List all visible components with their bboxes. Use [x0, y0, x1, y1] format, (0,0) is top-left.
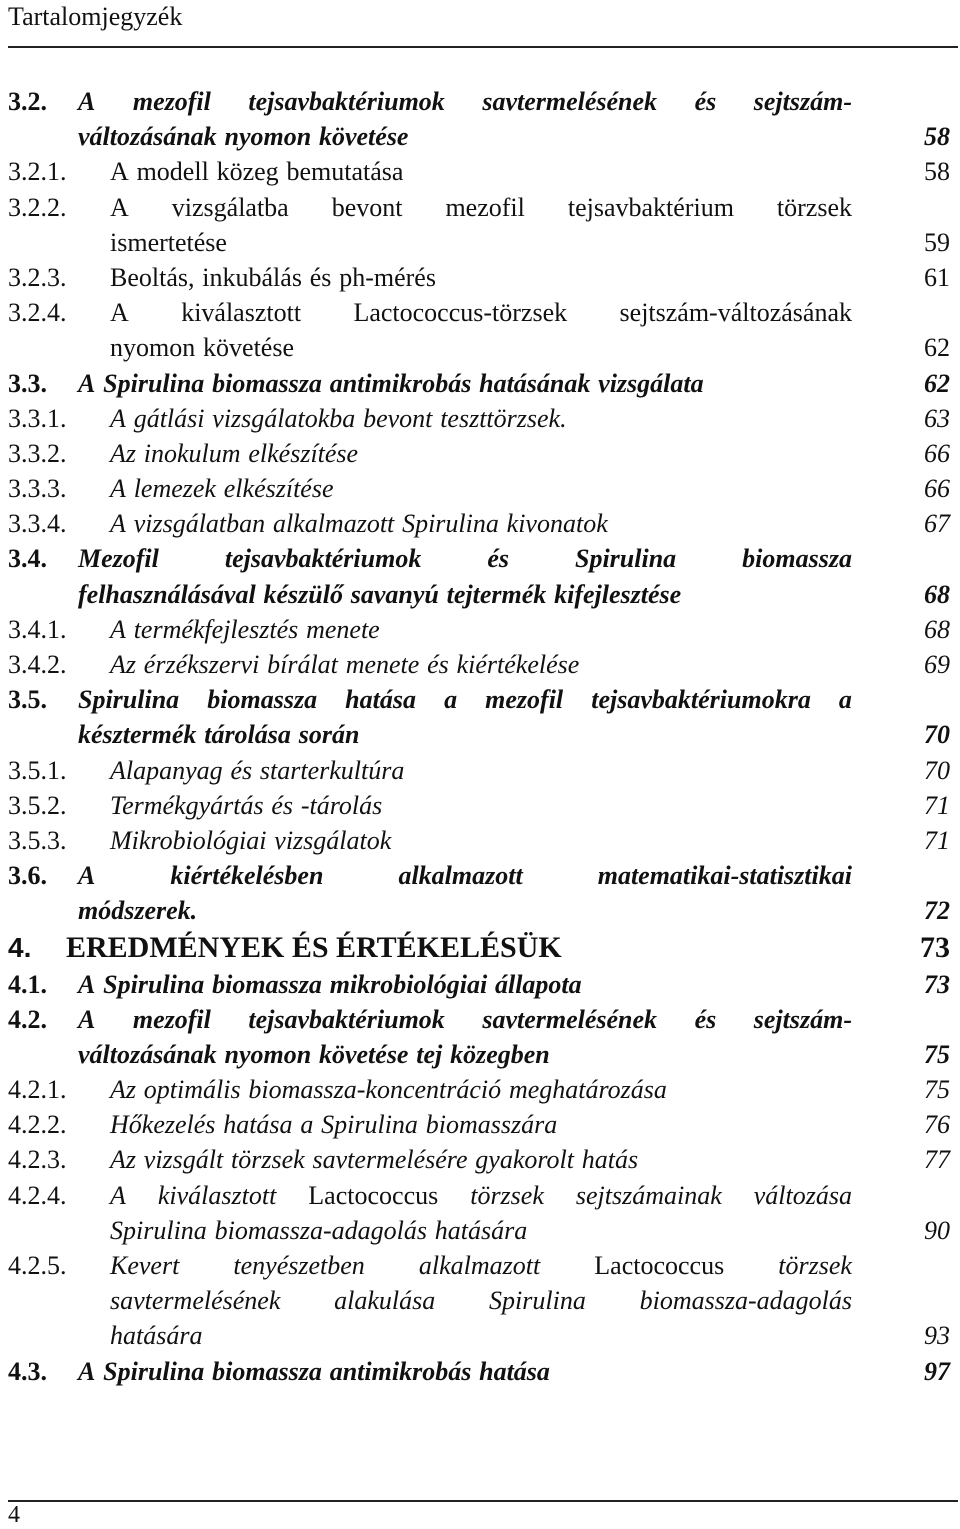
toc-entry-title: késztermék tárolása során — [78, 720, 360, 750]
toc-entry-page: 75 — [924, 1075, 950, 1105]
toc-entry-title: A vizsgálatba bevont mezofil tejsavbaktérium törzsek — [110, 192, 852, 222]
toc-entry-title: Mezofil tejsavbaktériumok és Spirulina biomassza — [78, 544, 852, 574]
toc-entry-number: 3.3.2. — [8, 438, 67, 468]
toc-entry-number: 3.3. — [8, 368, 47, 398]
toc-entry[interactable] — [0, 682, 960, 752]
toc-entry-title: A Spirulina biomassza mikrobiológiai állapota — [78, 969, 582, 999]
toc-entry-title: Spirulina biomassza hatása a mezofil tejsavbaktériumokra a — [78, 685, 852, 715]
toc-entry-page: 67 — [924, 509, 950, 539]
toc-entry[interactable] — [0, 929, 960, 967]
toc-entry-page: 71 — [924, 790, 950, 820]
toc-entry-page: 62 — [924, 333, 950, 363]
toc-entry[interactable] — [0, 154, 960, 189]
toc-entry-page: 66 — [924, 438, 950, 468]
toc-entry-title: Az inokulum elkészítése — [110, 438, 359, 468]
toc-entry[interactable] — [0, 1354, 960, 1389]
toc-entry-title: A gátlási vizsgálatokba bevont teszttörzsek. — [110, 403, 567, 433]
toc-entry-title: változásának nyomon követése — [78, 122, 409, 152]
toc-entry[interactable] — [0, 260, 960, 295]
toc-entry-number: 3.3.4. — [8, 509, 67, 539]
toc-entry-number: 3.4.2. — [8, 650, 67, 679]
toc-entry-page: 72 — [924, 896, 950, 926]
toc-entry-title: Termékgyártás és -tárolás — [110, 790, 383, 820]
toc-entry-page: 66 — [924, 474, 950, 504]
toc-entry-number: 3.2.1. — [8, 157, 67, 187]
toc-entry-number: 4.3. — [8, 1356, 47, 1386]
toc-entry-page: 59 — [924, 227, 950, 257]
toc-entry-number: 3.3.3. — [8, 474, 67, 504]
toc-entry-number: 3.3.1. — [8, 403, 67, 433]
toc-entry-number: 3.2.4. — [8, 298, 67, 328]
toc-entry-title: Hőkezelés hatása a Spirulina biomasszára — [110, 1110, 558, 1140]
toc-entry[interactable] — [0, 753, 960, 788]
toc-entry-title: Beoltás, inkubálás és ph-mérés — [110, 262, 436, 292]
toc-entry-number: 3.5. — [8, 685, 47, 715]
toc-entry-title: A kiértékelésben alkalmazott matematikai-statisztikai — [78, 861, 852, 891]
toc-entry-title: hatására — [110, 1321, 203, 1351]
toc-entry-title: Mikrobiológiai vizsgálatok — [110, 825, 392, 855]
table-of-contents — [0, 84, 960, 1389]
toc-entry-title: változásának nyomon követése tej közegben — [78, 1039, 550, 1069]
page-header — [8, 0, 958, 48]
toc-entry-number: 4.2.1. — [8, 1075, 67, 1105]
toc-entry-number: 3.5.1. — [8, 755, 67, 785]
toc-entry[interactable] — [0, 858, 960, 928]
toc-entry-number: 4.1. — [8, 969, 47, 999]
toc-entry[interactable] — [0, 84, 960, 154]
toc-entry-page: 70 — [924, 720, 950, 750]
toc-entry-title: A lemezek elkészítése — [110, 474, 334, 504]
toc-entry[interactable] — [0, 1002, 960, 1072]
toc-entry-page: 77 — [924, 1145, 950, 1175]
toc-entry-title: Az érzékszervi bírálat menete és kiértékelése — [110, 650, 580, 679]
toc-entry-page: 58 — [924, 157, 950, 187]
toc-entry[interactable] — [0, 401, 960, 436]
toc-entry-title: A modell közeg bemutatása — [110, 157, 404, 187]
toc-entry-title: módszerek. — [78, 896, 198, 926]
toc-entry-page: 68 — [924, 614, 950, 644]
toc-entry-page: 73 — [920, 930, 950, 964]
toc-entry-title: A kiválasztott Lactococcus törzsek sejtszámainak változása — [110, 1180, 852, 1210]
toc-entry-page: 73 — [924, 969, 950, 999]
header-title: Tartalomjegyzék — [8, 2, 183, 31]
toc-entry-number: 3.2.2. — [8, 192, 67, 222]
toc-entry-page: 63 — [924, 403, 950, 433]
toc-entry[interactable] — [0, 506, 960, 541]
toc-entry-page: 90 — [924, 1215, 950, 1245]
toc-entry[interactable] — [0, 190, 960, 260]
toc-entry-title: A mezofil tejsavbaktériumok savtermelésének és sejtszám- — [78, 1004, 852, 1034]
toc-entry-number: 4. — [8, 931, 32, 963]
toc-entry[interactable] — [0, 1107, 960, 1142]
toc-entry[interactable] — [0, 295, 960, 365]
toc-entry[interactable] — [0, 612, 960, 647]
toc-entry[interactable] — [0, 823, 960, 858]
toc-entry[interactable] — [0, 647, 960, 682]
toc-entry-title: A Spirulina biomassza antimikrobás hatása — [78, 1356, 550, 1386]
toc-entry-number: 4.2. — [8, 1004, 47, 1034]
toc-entry[interactable] — [0, 1142, 960, 1177]
toc-entry-title: felhasználásával készülő savanyú tejtermék kifejlesztése — [78, 579, 682, 609]
toc-entry-title: Spirulina biomassza-adagolás hatására — [110, 1215, 528, 1245]
toc-entry-title: A kiválasztott Lactococcus-törzsek sejtszám-változásának — [110, 298, 852, 328]
toc-entry-title: savtermelésének alakulása Spirulina biomassza-adagolás — [110, 1286, 852, 1316]
toc-entry-page: 71 — [924, 825, 950, 855]
toc-entry[interactable] — [0, 436, 960, 471]
toc-entry-title: A vizsgálatban alkalmazott Spirulina kivonatok — [110, 509, 608, 539]
toc-entry-page: 93 — [924, 1321, 950, 1351]
toc-entry-number: 3.4.1. — [8, 614, 67, 644]
toc-entry-title: ismertetése — [110, 227, 227, 257]
toc-entry-title: Alapanyag és starterkultúra — [110, 755, 405, 785]
page-footer — [8, 1500, 958, 1528]
toc-entry-title: nyomon követése — [110, 333, 294, 363]
toc-entry[interactable] — [0, 1072, 960, 1107]
toc-entry-page: 70 — [924, 755, 950, 785]
toc-entry[interactable] — [0, 1178, 960, 1248]
toc-entry[interactable] — [0, 541, 960, 611]
toc-entry-title: Az vizsgált törzsek savtermelésére gyakorolt hatás — [110, 1145, 639, 1175]
toc-entry-page: 97 — [924, 1356, 950, 1386]
toc-entry[interactable] — [0, 366, 960, 401]
footer-page-number: 4 — [8, 1502, 20, 1528]
toc-entry-number: 3.6. — [8, 861, 47, 891]
toc-entry[interactable] — [0, 1248, 960, 1354]
toc-entry-number: 3.2.3. — [8, 262, 67, 292]
toc-entry-title: EREDMÉNYEK ÉS ÉRTÉKELÉSÜK — [66, 930, 562, 964]
toc-entry-number: 3.2. — [8, 87, 47, 116]
toc-entry-title: Az optimális biomassza-koncentráció meghatározása — [110, 1075, 667, 1105]
toc-entry-number: 4.2.3. — [8, 1145, 67, 1175]
toc-entry-title: A termékfejlesztés menete — [110, 614, 380, 644]
toc-entry-page: 62 — [924, 368, 950, 398]
toc-entry-title: A mezofil tejsavbaktériumok savtermelésének és sejtszám- — [78, 87, 852, 116]
toc-entry[interactable] — [0, 788, 960, 823]
toc-entry-number: 3.5.2. — [8, 790, 67, 820]
toc-entry-page: 76 — [924, 1110, 950, 1140]
toc-entry[interactable] — [0, 967, 960, 1002]
toc-entry-title: Kevert tenyészetben alkalmazott Lactococcus törzsek — [110, 1251, 852, 1280]
toc-entry-page: 68 — [924, 579, 950, 609]
toc-entry-page: 75 — [924, 1039, 950, 1069]
toc-entry-page: 69 — [924, 650, 950, 679]
toc-entry-page: 61 — [924, 262, 950, 292]
toc-entry-number: 4.2.5. — [8, 1251, 67, 1280]
toc-entry[interactable] — [0, 471, 960, 506]
toc-entry-number: 4.2.4. — [8, 1180, 67, 1210]
toc-entry-page: 58 — [924, 122, 950, 152]
toc-entry-number: 3.4. — [8, 544, 47, 574]
toc-entry-number: 4.2.2. — [8, 1110, 67, 1140]
toc-entry-title: A Spirulina biomassza antimikrobás hatásának vizsgálata — [78, 368, 704, 398]
toc-entry-number: 3.5.3. — [8, 825, 67, 855]
